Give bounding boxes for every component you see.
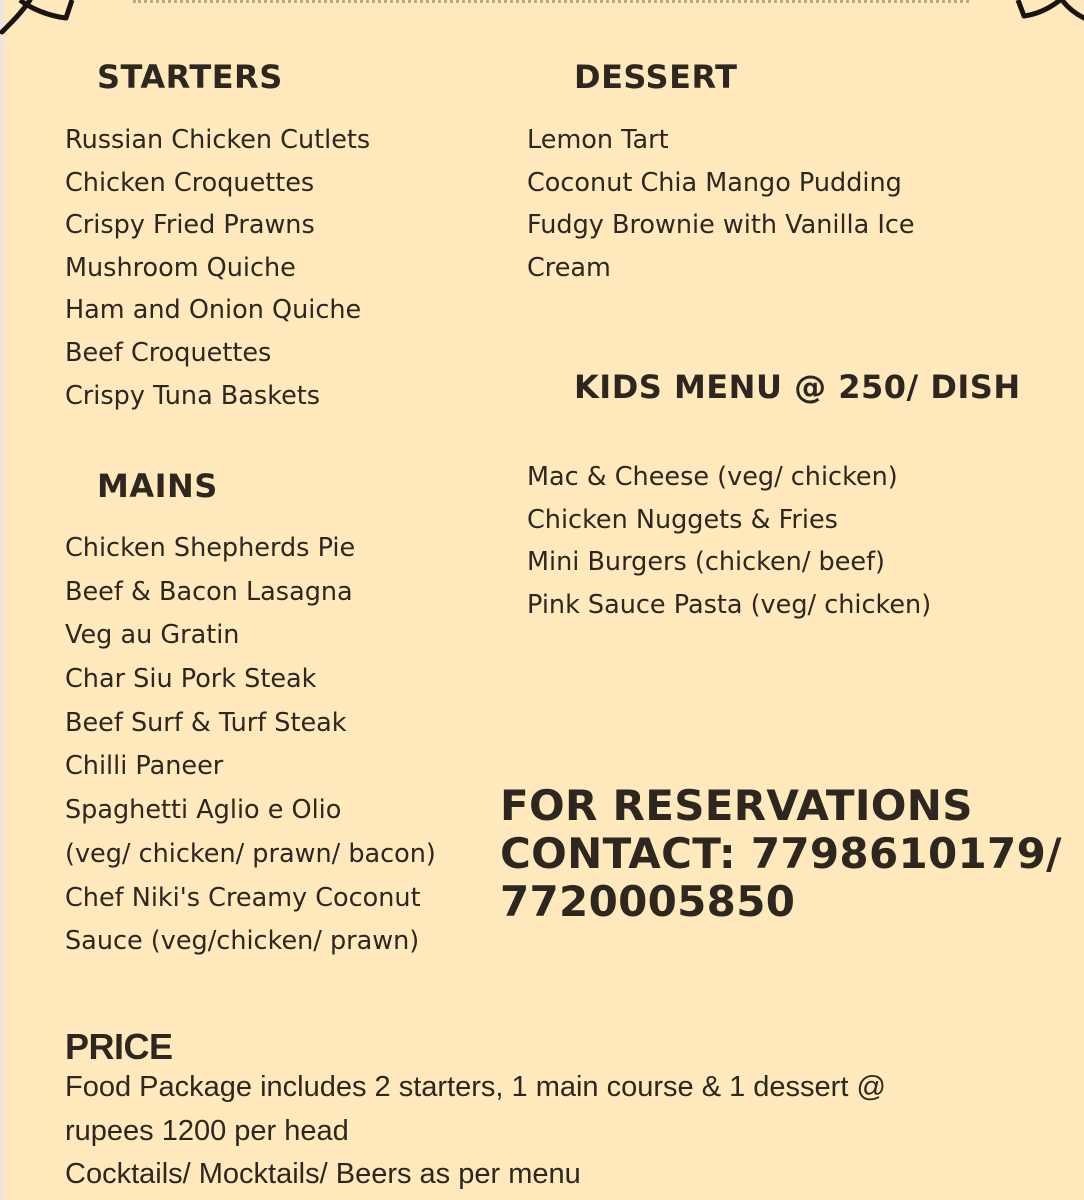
list-item: Fudgy Brownie with Vanilla Ice <box>527 210 915 241</box>
reservations-phone-line: CONTACT: 7798610179/ <box>500 829 1062 878</box>
list-item: (veg/ chicken/ prawn/ bacon) <box>65 838 436 869</box>
kids-menu-list <box>527 456 931 626</box>
list-item: Crispy Tuna Baskets <box>65 380 321 411</box>
list-item: Chicken Nuggets & Fries <box>527 504 838 535</box>
list-item: Chef Niki's Creamy Coconut <box>65 882 421 913</box>
list-item: Ham and Onion Quiche <box>65 295 362 326</box>
price-details <box>65 1066 886 1197</box>
list-item: Crispy Fried Prawns <box>65 210 315 241</box>
list-item: Char Siu Pork Steak <box>65 664 317 695</box>
dessert-heading: DESSERT <box>574 58 738 96</box>
top-dotted-divider <box>133 0 969 3</box>
reservations-phone-line: 7720005850 <box>500 877 796 926</box>
reservations-line: FOR RESERVATIONS <box>500 781 973 830</box>
list-item: Mini Burgers (chicken/ beef) <box>527 547 886 578</box>
list-item: Cream <box>527 252 611 283</box>
page-left-edge <box>0 0 6 1200</box>
price-line: Cocktails/ Mocktails/ Beers as per menu <box>65 1158 581 1190</box>
list-item: Chilli Paneer <box>65 751 224 782</box>
list-item: Mushroom Quiche <box>65 252 296 283</box>
top-right-ornament-icon <box>1004 0 1084 40</box>
list-item: Mac & Cheese (veg/ chicken) <box>527 462 898 492</box>
list-item: Beef Surf & Turf Steak <box>65 707 347 738</box>
list-item: Chicken Croquettes <box>65 167 315 198</box>
kids-menu-heading: KIDS MENU @ 250/ DISH <box>574 368 1021 406</box>
top-left-ornament-icon <box>0 0 80 40</box>
price-line: Food Package includes 2 starters, 1 main course & 1 dessert @ <box>65 1071 886 1103</box>
list-item: Spaghetti Aglio e Olio <box>65 795 342 826</box>
price-line: rupees 1200 per head <box>65 1114 349 1147</box>
list-item: Pink Sauce Pasta (veg/ chicken) <box>527 589 932 620</box>
list-item: Sauce (veg/chicken/ prawn) <box>65 926 420 957</box>
list-item: Veg au Gratin <box>65 620 240 651</box>
list-item: Chicken Shepherds Pie <box>65 533 356 563</box>
starters-heading: STARTERS <box>97 58 283 96</box>
list-item: Beef Croquettes <box>65 337 272 368</box>
list-item: Beef & Bacon Lasagna <box>65 576 353 607</box>
reservations-contact <box>500 782 1062 926</box>
list-item: Lemon Tart <box>527 125 669 155</box>
starters-list <box>65 119 370 417</box>
dessert-list <box>527 119 915 289</box>
list-item: Russian Chicken Cutlets <box>65 125 371 155</box>
price-heading: PRICE <box>65 1026 173 1067</box>
list-item: Coconut Chia Mango Pudding <box>527 167 902 198</box>
mains-heading: MAINS <box>97 467 218 505</box>
mains-list <box>65 527 436 964</box>
